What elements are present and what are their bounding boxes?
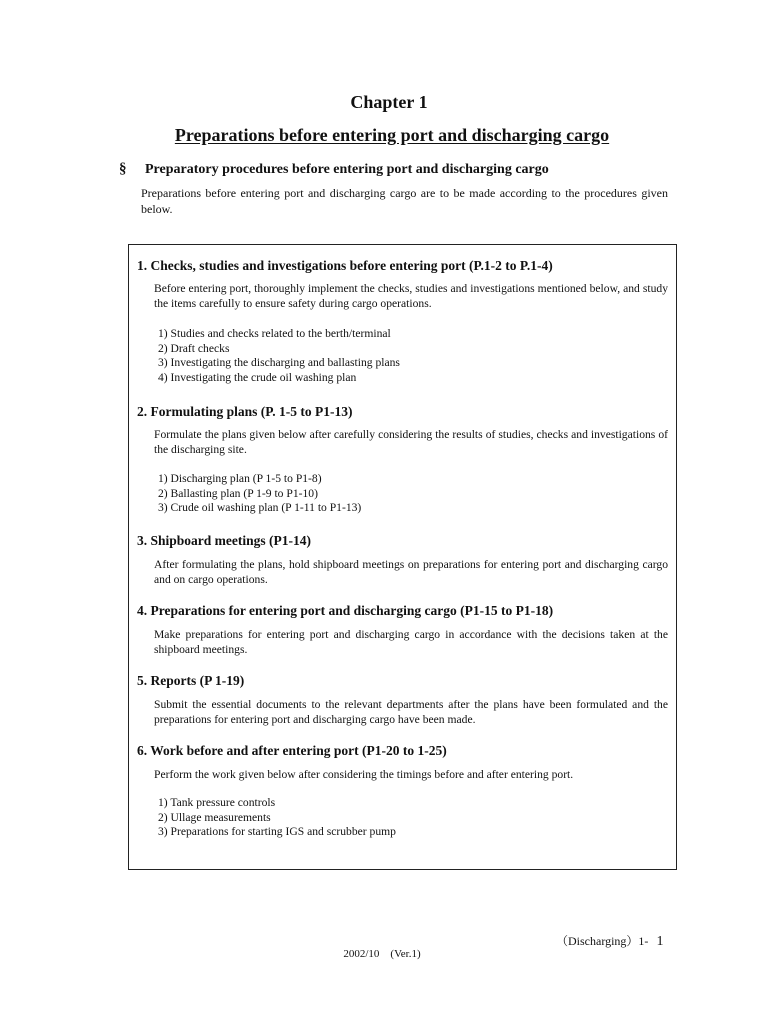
item-2-list [158, 472, 361, 516]
list-item: 3) Investigating the discharging and ballasting plans [158, 356, 400, 370]
list-item: 3) Crude oil washing plan (P 1-11 to P1-13) [158, 501, 362, 515]
item-1-heading: 1. Checks, studies and investigations before entering port (P.1-2 to P.1-4) [137, 258, 553, 273]
item-3-heading: 3. Shipboard meetings (P1-14) [137, 533, 312, 548]
item-4-text: Make preparations for entering port and discharging cargo in accordance with the decisions taken at the shipboard meetings. [154, 628, 668, 656]
item-4-heading: 4. Preparations for entering port and discharging cargo (P1-15 to P1-18) [137, 603, 554, 618]
page-title [0, 123, 768, 147]
list-item: 2) Draft checks [158, 341, 230, 355]
footer-version: 2002/10 (Ver.1) [343, 948, 421, 960]
item-1-text: Before entering port, thoroughly implement the checks, studies and investigations mentioned below, and study the items carefully to ensure safety during cargo operations. [154, 282, 668, 310]
list-item: 2) Ballasting plan (P 1-9 to P1-10) [158, 486, 318, 500]
list-item: 1) Studies and checks related to the berth/terminal [158, 327, 391, 340]
list-item: 4) Investigating the crude oil washing plan [158, 371, 357, 385]
section-mark: § [119, 161, 127, 177]
item-1-list [158, 327, 400, 386]
section-heading-text: Preparatory procedures before entering port and discharging cargo [145, 162, 549, 177]
page-title-text: Preparations before entering port and discharging cargo [174, 125, 610, 145]
item-2-heading: 2. Formulating plans (P. 1-5 to P1-13) [137, 404, 353, 419]
list-item: 1) Discharging plan (P 1-5 to P1-8) [158, 472, 322, 485]
chapter-title: Chapter 1 [350, 92, 428, 112]
item-6-list [158, 796, 396, 840]
item-6-text: Perform the work given below after considering the timings before and after entering port. [154, 768, 574, 781]
item-3-text: After formulating the plans, hold shipboard meetings on preparations for entering port and discharging cargo and on cargo operations. [154, 558, 668, 586]
list-item: 1) Tank pressure controls [158, 796, 276, 809]
item-5-heading: 5. Reports (P 1-19) [137, 673, 245, 688]
section-heading [119, 159, 719, 180]
footer-page-digit: 1 [656, 934, 664, 949]
item-5-text: Submit the essential documents to the relevant departments after the plans have been formulated and the preparations for entering port and discharging cargo have been made. [154, 698, 668, 726]
footer-page-label: （Discharging）1- [556, 934, 649, 948]
list-item: 2) Ullage measurements [158, 810, 271, 824]
item-6-heading: 6. Work before and after entering port (P1-20 to 1-25) [137, 743, 447, 758]
item-2-text: Formulate the plans given below after carefully considering the results of studies, checks and investigations of the discharging site. [154, 428, 668, 456]
procedure-box [128, 244, 677, 870]
list-item: 3) Preparations for starting IGS and scrubber pump [158, 825, 396, 839]
intro-paragraph: Preparations before entering port and discharging cargo are to be made according to the procedures given below. [141, 186, 668, 216]
